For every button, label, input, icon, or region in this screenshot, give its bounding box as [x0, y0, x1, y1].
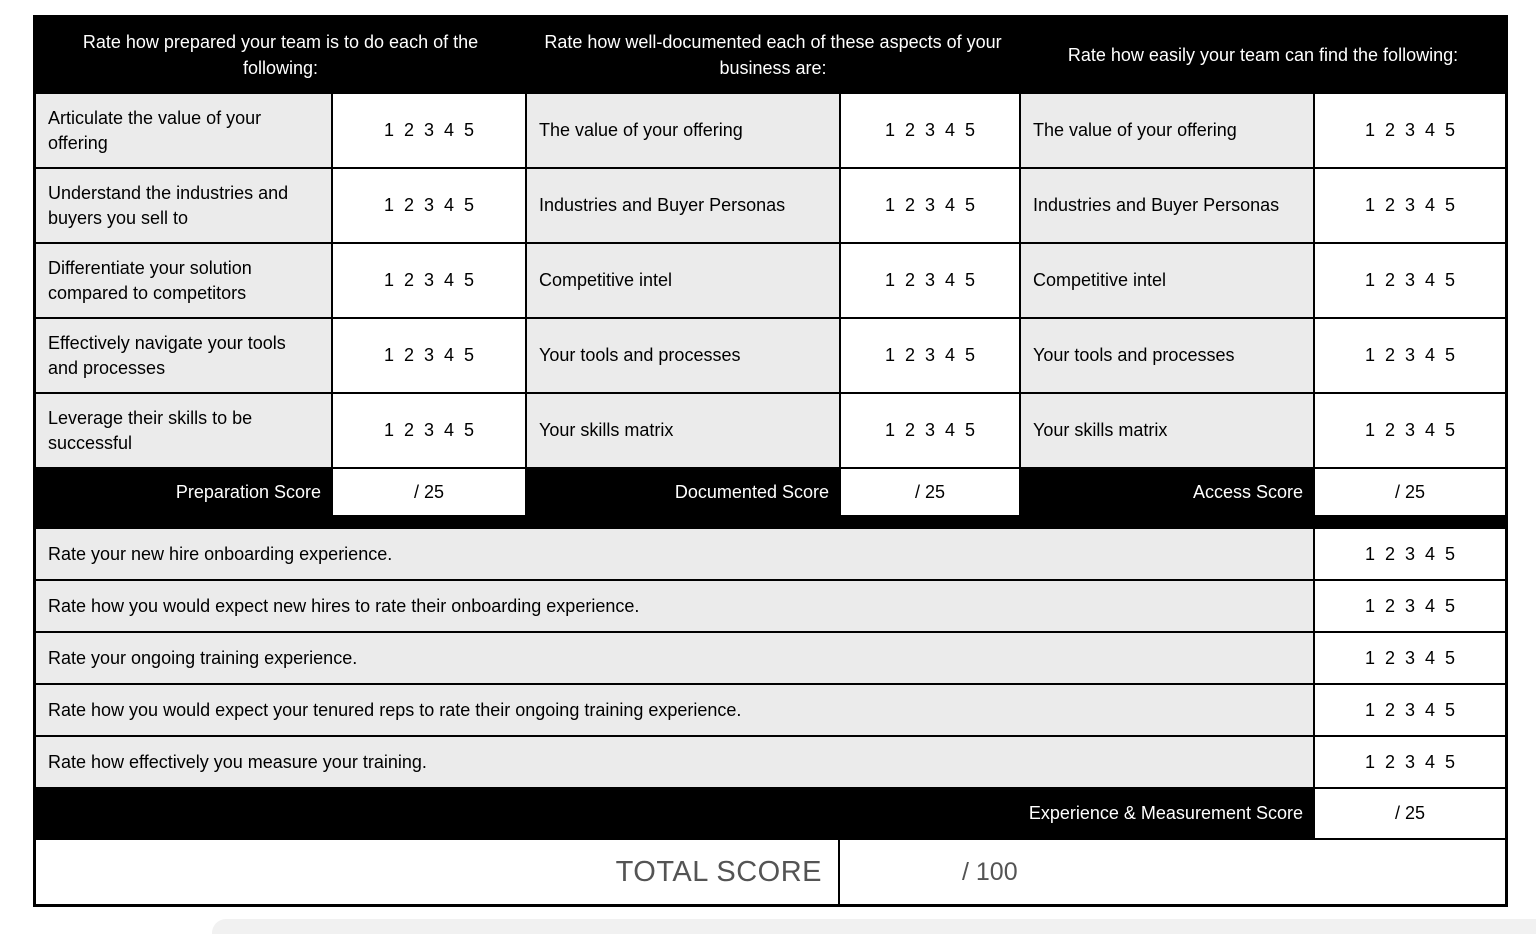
section-header-access: Rate how easily your team can find the following: [1021, 18, 1505, 92]
rating-scale[interactable]: 1 2 3 4 5 [1315, 529, 1505, 579]
rating-scale[interactable]: 1 2 3 4 5 [841, 394, 1019, 467]
item-label: Competitive intel [1021, 244, 1313, 317]
item-label: Industries and Buyer Personas [527, 169, 839, 242]
section-header-documented: Rate how well-documented each of these aspects of your business are: [527, 18, 1019, 92]
question-label: Rate how you would expect new hires to rate their onboarding experience. [36, 581, 1313, 631]
rating-scale[interactable]: 1 2 3 4 5 [1315, 581, 1505, 631]
item-label: Understand the industries and buyers you sell to [36, 169, 331, 242]
question-label: Rate how effectively you measure your training. [36, 737, 1313, 787]
rating-scale[interactable]: 1 2 3 4 5 [1315, 685, 1505, 735]
experience-measurement-score-field[interactable]: / 25 [1315, 789, 1505, 838]
rating-scale[interactable]: 1 2 3 4 5 [1315, 169, 1505, 242]
total-score-field[interactable]: / 100 [840, 840, 1505, 904]
documented-score-label: Documented Score [527, 469, 839, 515]
rating-scale[interactable]: 1 2 3 4 5 [1315, 737, 1505, 787]
item-label: Your tools and processes [1021, 319, 1313, 392]
rating-scale[interactable]: 1 2 3 4 5 [1315, 244, 1505, 317]
item-label: Competitive intel [527, 244, 839, 317]
experience-questions-grid [36, 529, 1505, 838]
rating-scale[interactable]: 1 2 3 4 5 [333, 394, 525, 467]
section-header-preparation: Rate how prepared your team is to do each of the following: [36, 18, 525, 92]
rating-scale[interactable]: 1 2 3 4 5 [841, 319, 1019, 392]
rating-scale[interactable]: 1 2 3 4 5 [333, 94, 525, 167]
total-score-row [36, 840, 1505, 904]
item-label: Industries and Buyer Personas [1021, 169, 1313, 242]
item-label: The value of your offering [527, 94, 839, 167]
item-label: Your tools and processes [527, 319, 839, 392]
scorecard-table [33, 15, 1508, 907]
question-label: Rate your new hire onboarding experience. [36, 529, 1313, 579]
item-label: Differentiate your solution compared to competitors [36, 244, 331, 317]
rating-scale[interactable]: 1 2 3 4 5 [333, 169, 525, 242]
item-label: Articulate the value of your offering [36, 94, 331, 167]
item-label: Leverage their skills to be successful [36, 394, 331, 467]
access-score-field[interactable]: / 25 [1315, 469, 1505, 515]
rated-sections-grid [36, 18, 1505, 515]
rating-scale[interactable]: 1 2 3 4 5 [333, 319, 525, 392]
rating-scale[interactable]: 1 2 3 4 5 [333, 244, 525, 317]
item-label: Your skills matrix [527, 394, 839, 467]
rating-scale[interactable]: 1 2 3 4 5 [1315, 394, 1505, 467]
rating-scale[interactable]: 1 2 3 4 5 [841, 169, 1019, 242]
experience-measurement-score-label: Experience & Measurement Score [36, 789, 1313, 838]
item-label: The value of your offering [1021, 94, 1313, 167]
documented-score-field[interactable]: / 25 [841, 469, 1019, 515]
rating-scale[interactable]: 1 2 3 4 5 [841, 244, 1019, 317]
preparation-score-label: Preparation Score [36, 469, 331, 515]
rating-scale[interactable]: 1 2 3 4 5 [1315, 94, 1505, 167]
item-label: Your skills matrix [1021, 394, 1313, 467]
item-label: Effectively navigate your tools and processes [36, 319, 331, 392]
rating-scale[interactable]: 1 2 3 4 5 [1315, 319, 1505, 392]
question-label: Rate your ongoing training experience. [36, 633, 1313, 683]
question-label: Rate how you would expect your tenured reps to rate their ongoing training experience. [36, 685, 1313, 735]
section-divider [36, 517, 1505, 527]
rating-scale[interactable]: 1 2 3 4 5 [841, 94, 1019, 167]
rating-scale[interactable]: 1 2 3 4 5 [1315, 633, 1505, 683]
access-score-label: Access Score [1021, 469, 1313, 515]
preparation-score-field[interactable]: / 25 [333, 469, 525, 515]
page-bottom-edge [212, 919, 1536, 934]
total-score-label: TOTAL SCORE [36, 840, 838, 904]
